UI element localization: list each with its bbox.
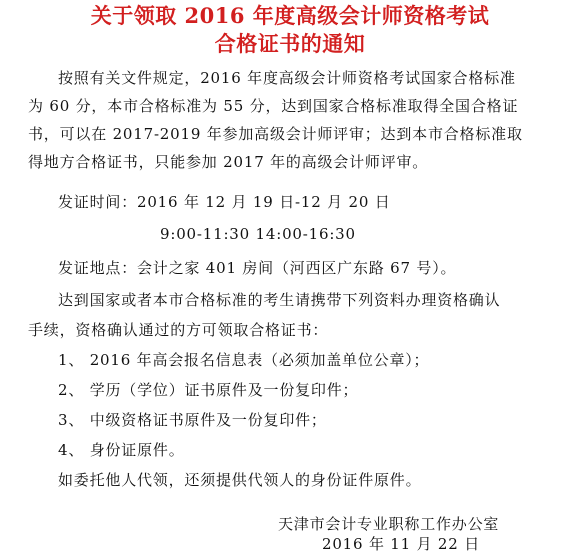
- proxy-note: 如委托他人代领，还须提供代领人的身份证件原件。: [58, 471, 422, 489]
- notice-title-line2: 合格证书的通知: [214, 31, 366, 56]
- paragraph-line: 手续，资格确认通过的方可领取合格证书：: [28, 321, 329, 339]
- paragraph-line: 得地方合格证书，只能参加 2017 年的高级会计师评审。: [28, 153, 429, 171]
- paragraph-line: 为 60 分，本市合格标准为 55 分，达到国家合格标准取得全国合格证: [28, 97, 519, 115]
- list-item: 1、 2016 年高会报名信息表（必须加盖单位公章）；: [58, 351, 430, 369]
- paragraph-line: 达到国家或者本市合格标准的考生请携带下列资料办理资格确认: [58, 291, 501, 309]
- list-item: 4、 身份证原件。: [58, 441, 185, 459]
- issue-hours: 9:00-11:30 14:00-16:30: [160, 225, 356, 243]
- issue-date: 2016 年 11 月 22 日: [322, 535, 480, 553]
- list-item: 3、 中级资格证书原件及一份复印件；: [58, 411, 327, 429]
- paragraph-line: 按照有关文件规定，2016 年度高级会计师资格考试国家合格标准: [58, 69, 516, 87]
- issuer-signature: 天津市会计专业职称工作办公室: [278, 515, 500, 533]
- issue-place: 发证地点：会计之家 401 房间（河西区广东路 67 号）。: [58, 259, 457, 277]
- paragraph-line: 书，可以在 2017-2019 年参加高级会计师评审；达到本市合格标准取: [28, 125, 523, 143]
- notice-title-line1: 关于领取 2016 年度高级会计师资格考试: [90, 3, 490, 28]
- list-item: 2、 学历（学位）证书原件及一份复印件；: [58, 381, 359, 399]
- issue-time: 发证时间：2016 年 12 月 19 日-12 月 20 日: [58, 193, 391, 211]
